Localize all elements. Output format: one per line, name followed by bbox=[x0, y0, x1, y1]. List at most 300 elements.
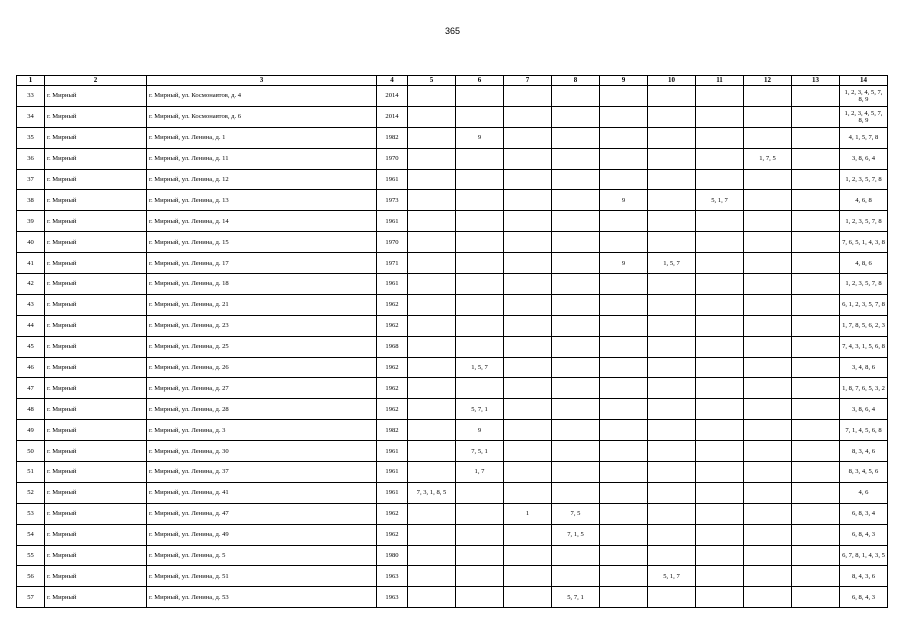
table-cell-col-6 bbox=[456, 148, 504, 169]
table-cell-col-12 bbox=[744, 462, 792, 483]
column-header-1: 1 bbox=[17, 76, 45, 86]
table-cell-col-10 bbox=[648, 399, 696, 420]
table-cell-col-13 bbox=[792, 420, 840, 441]
table-cell-col-8: 5, 7, 1 bbox=[552, 587, 600, 608]
table-cell-col-12 bbox=[744, 315, 792, 336]
table-cell-col-12 bbox=[744, 274, 792, 295]
table-cell-col-13 bbox=[792, 462, 840, 483]
table-cell-col-4: 1962 bbox=[377, 357, 408, 378]
table-cell-col-2: г. Мирный bbox=[45, 336, 147, 357]
table-cell-col-12 bbox=[744, 190, 792, 211]
table-cell-col-14: 8, 3, 4, 6 bbox=[840, 441, 888, 462]
table-cell-col-4: 2014 bbox=[377, 86, 408, 107]
table-body bbox=[17, 86, 888, 608]
table-cell-col-11 bbox=[696, 148, 744, 169]
table-cell-col-9 bbox=[600, 587, 648, 608]
table-cell-col-14: 6, 8, 3, 4 bbox=[840, 503, 888, 524]
table-cell-col-14: 4, 6, 8 bbox=[840, 190, 888, 211]
table-row bbox=[17, 169, 888, 190]
table-cell-col-14: 6, 7, 8, 1, 4, 3, 5 bbox=[840, 545, 888, 566]
table-cell-col-14: 1, 2, 3, 5, 7, 8 bbox=[840, 211, 888, 232]
table-cell-col-5 bbox=[408, 274, 456, 295]
table-cell-col-12 bbox=[744, 357, 792, 378]
table-row bbox=[17, 503, 888, 524]
table-cell-col-10 bbox=[648, 545, 696, 566]
table-cell-col-10: 5, 1, 7 bbox=[648, 566, 696, 587]
table-cell-col-6: 5, 7, 1 bbox=[456, 399, 504, 420]
column-header-9: 9 bbox=[600, 76, 648, 86]
column-header-11: 11 bbox=[696, 76, 744, 86]
table-cell-col-1: 57 bbox=[17, 587, 45, 608]
table-cell-col-14: 3, 4, 8, 6 bbox=[840, 357, 888, 378]
table-cell-col-13 bbox=[792, 441, 840, 462]
table-row bbox=[17, 357, 888, 378]
table-cell-col-12 bbox=[744, 399, 792, 420]
table-cell-col-4: 1982 bbox=[377, 420, 408, 441]
table-cell-col-10 bbox=[648, 106, 696, 127]
table-cell-col-8 bbox=[552, 190, 600, 211]
table-cell-col-3: г. Мирный, ул. Ленина, д. 28 bbox=[147, 399, 377, 420]
table-cell-col-12: 1, 7, 5 bbox=[744, 148, 792, 169]
table-cell-col-1: 38 bbox=[17, 190, 45, 211]
table-cell-col-6 bbox=[456, 274, 504, 295]
table-cell-col-13 bbox=[792, 294, 840, 315]
table-row bbox=[17, 211, 888, 232]
table-cell-col-2: г. Мирный bbox=[45, 86, 147, 107]
table-cell-col-3: г. Мирный, ул. Ленина, д. 26 bbox=[147, 357, 377, 378]
table-cell-col-7 bbox=[504, 566, 552, 587]
table-cell-col-6 bbox=[456, 378, 504, 399]
table-cell-col-7 bbox=[504, 462, 552, 483]
table-cell-col-7 bbox=[504, 106, 552, 127]
table-cell-col-12 bbox=[744, 106, 792, 127]
table-cell-col-6: 9 bbox=[456, 420, 504, 441]
table-row bbox=[17, 86, 888, 107]
table-cell-col-6 bbox=[456, 587, 504, 608]
table-cell-col-13 bbox=[792, 169, 840, 190]
table-cell-col-12 bbox=[744, 378, 792, 399]
table-cell-col-2: г. Мирный bbox=[45, 545, 147, 566]
table-cell-col-9 bbox=[600, 503, 648, 524]
table-cell-col-6 bbox=[456, 482, 504, 503]
table-cell-col-1: 35 bbox=[17, 127, 45, 148]
table-cell-col-5 bbox=[408, 86, 456, 107]
table-cell-col-12 bbox=[744, 441, 792, 462]
table-cell-col-3: г. Мирный, ул. Ленина, д. 21 bbox=[147, 294, 377, 315]
table-cell-col-1: 43 bbox=[17, 294, 45, 315]
table-cell-col-9 bbox=[600, 482, 648, 503]
table-cell-col-8 bbox=[552, 127, 600, 148]
table-cell-col-8 bbox=[552, 274, 600, 295]
table-cell-col-6 bbox=[456, 294, 504, 315]
table-cell-col-1: 39 bbox=[17, 211, 45, 232]
column-header-7: 7 bbox=[504, 76, 552, 86]
table-cell-col-11 bbox=[696, 503, 744, 524]
table-cell-col-5 bbox=[408, 524, 456, 545]
table-cell-col-5 bbox=[408, 211, 456, 232]
table-cell-col-4: 1962 bbox=[377, 378, 408, 399]
table-cell-col-7 bbox=[504, 378, 552, 399]
table-cell-col-9 bbox=[600, 336, 648, 357]
table-cell-col-1: 53 bbox=[17, 503, 45, 524]
table-cell-col-7 bbox=[504, 399, 552, 420]
column-header-3: 3 bbox=[147, 76, 377, 86]
table-cell-col-5 bbox=[408, 232, 456, 253]
table-cell-col-14: 7, 4, 3, 1, 5, 6, 8 bbox=[840, 336, 888, 357]
table-row bbox=[17, 294, 888, 315]
table-cell-col-14: 1, 8, 7, 6, 5, 3, 2 bbox=[840, 378, 888, 399]
table-cell-col-1: 49 bbox=[17, 420, 45, 441]
table-cell-col-6 bbox=[456, 524, 504, 545]
table-cell-col-11 bbox=[696, 566, 744, 587]
table-cell-col-6 bbox=[456, 211, 504, 232]
table-cell-col-4: 1970 bbox=[377, 148, 408, 169]
table-row bbox=[17, 545, 888, 566]
table-cell-col-14: 6, 1, 2, 3, 5, 7, 8 bbox=[840, 294, 888, 315]
table-cell-col-2: г. Мирный bbox=[45, 399, 147, 420]
table-cell-col-6 bbox=[456, 545, 504, 566]
table-cell-col-8 bbox=[552, 462, 600, 483]
table-cell-col-3: г. Мирный, ул. Ленина, д. 37 bbox=[147, 462, 377, 483]
table-cell-col-1: 34 bbox=[17, 106, 45, 127]
table-cell-col-14: 1, 2, 3, 5, 7, 8 bbox=[840, 274, 888, 295]
table-row bbox=[17, 127, 888, 148]
table-cell-col-4: 1970 bbox=[377, 232, 408, 253]
table-cell-col-11 bbox=[696, 315, 744, 336]
table-cell-col-3: г. Мирный, ул. Ленина, д. 18 bbox=[147, 274, 377, 295]
table-cell-col-2: г. Мирный bbox=[45, 127, 147, 148]
table-cell-col-12 bbox=[744, 566, 792, 587]
table-cell-col-12 bbox=[744, 503, 792, 524]
table-cell-col-14: 6, 8, 4, 3 bbox=[840, 524, 888, 545]
column-header-14: 14 bbox=[840, 76, 888, 86]
table-cell-col-14: 6, 8, 4, 3 bbox=[840, 587, 888, 608]
table-cell-col-9 bbox=[600, 524, 648, 545]
table-cell-col-11 bbox=[696, 253, 744, 274]
table-cell-col-5: 7, 3, 1, 8, 5 bbox=[408, 482, 456, 503]
table-cell-col-4: 1961 bbox=[377, 274, 408, 295]
table-cell-col-2: г. Мирный bbox=[45, 462, 147, 483]
table-cell-col-8 bbox=[552, 148, 600, 169]
table-cell-col-13 bbox=[792, 587, 840, 608]
table-cell-col-5 bbox=[408, 253, 456, 274]
table-cell-col-2: г. Мирный bbox=[45, 232, 147, 253]
table-cell-col-12 bbox=[744, 545, 792, 566]
table-cell-col-12 bbox=[744, 127, 792, 148]
table-cell-col-11 bbox=[696, 545, 744, 566]
table-cell-col-1: 41 bbox=[17, 253, 45, 274]
table-cell-col-9 bbox=[600, 420, 648, 441]
table-cell-col-13 bbox=[792, 106, 840, 127]
table-cell-col-2: г. Мирный bbox=[45, 315, 147, 336]
table-cell-col-5 bbox=[408, 148, 456, 169]
table-cell-col-2: г. Мирный bbox=[45, 148, 147, 169]
table-cell-col-9 bbox=[600, 232, 648, 253]
table-cell-col-5 bbox=[408, 441, 456, 462]
column-header-12: 12 bbox=[744, 76, 792, 86]
table-cell-col-3: г. Мирный, ул. Ленина, д. 3 bbox=[147, 420, 377, 441]
table-row bbox=[17, 106, 888, 127]
column-header-2: 2 bbox=[45, 76, 147, 86]
table-row bbox=[17, 524, 888, 545]
table-cell-col-9 bbox=[600, 127, 648, 148]
table-cell-col-3: г. Мирный, ул. Ленина, д. 27 bbox=[147, 378, 377, 399]
table-cell-col-9 bbox=[600, 566, 648, 587]
table-cell-col-9 bbox=[600, 462, 648, 483]
table-cell-col-8 bbox=[552, 315, 600, 336]
table-cell-col-8 bbox=[552, 420, 600, 441]
table-cell-col-4: 1962 bbox=[377, 294, 408, 315]
table-cell-col-13 bbox=[792, 503, 840, 524]
table-cell-col-7 bbox=[504, 148, 552, 169]
table-row bbox=[17, 253, 888, 274]
table-cell-col-2: г. Мирный bbox=[45, 106, 147, 127]
table-cell-col-4: 1968 bbox=[377, 336, 408, 357]
table-cell-col-9 bbox=[600, 441, 648, 462]
table-cell-col-4: 1980 bbox=[377, 545, 408, 566]
table-cell-col-13 bbox=[792, 253, 840, 274]
table-cell-col-9 bbox=[600, 315, 648, 336]
table-cell-col-4: 1962 bbox=[377, 399, 408, 420]
table-cell-col-8 bbox=[552, 336, 600, 357]
table-cell-col-11 bbox=[696, 357, 744, 378]
table-cell-col-13 bbox=[792, 357, 840, 378]
table-cell-col-7 bbox=[504, 482, 552, 503]
table-cell-col-4: 1961 bbox=[377, 441, 408, 462]
table-cell-col-11 bbox=[696, 127, 744, 148]
table-cell-col-4: 1962 bbox=[377, 524, 408, 545]
table-cell-col-7 bbox=[504, 315, 552, 336]
table-row bbox=[17, 587, 888, 608]
table-row bbox=[17, 315, 888, 336]
table-cell-col-8 bbox=[552, 294, 600, 315]
table-cell-col-5 bbox=[408, 315, 456, 336]
table-cell-col-5 bbox=[408, 106, 456, 127]
table-cell-col-2: г. Мирный bbox=[45, 190, 147, 211]
table-cell-col-3: г. Мирный, ул. Ленина, д. 1 bbox=[147, 127, 377, 148]
table-cell-col-6 bbox=[456, 232, 504, 253]
table-cell-col-10 bbox=[648, 169, 696, 190]
column-header-6: 6 bbox=[456, 76, 504, 86]
table-cell-col-5 bbox=[408, 294, 456, 315]
table-cell-col-7 bbox=[504, 127, 552, 148]
table-row bbox=[17, 482, 888, 503]
table-cell-col-1: 51 bbox=[17, 462, 45, 483]
table-cell-col-1: 37 bbox=[17, 169, 45, 190]
table-cell-col-3: г. Мирный, ул. Ленина, д. 5 bbox=[147, 545, 377, 566]
table-cell-col-11 bbox=[696, 169, 744, 190]
table-cell-col-1: 54 bbox=[17, 524, 45, 545]
table-cell-col-3: г. Мирный, ул. Ленина, д. 15 bbox=[147, 232, 377, 253]
table-cell-col-7 bbox=[504, 587, 552, 608]
table-cell-col-4: 1962 bbox=[377, 503, 408, 524]
table-cell-col-5 bbox=[408, 169, 456, 190]
table-cell-col-3: г. Мирный, ул. Ленина, д. 13 bbox=[147, 190, 377, 211]
table-cell-col-5 bbox=[408, 420, 456, 441]
table-cell-col-7 bbox=[504, 232, 552, 253]
table-cell-col-7: 1 bbox=[504, 503, 552, 524]
table-cell-col-2: г. Мирный bbox=[45, 587, 147, 608]
table-cell-col-4: 1961 bbox=[377, 482, 408, 503]
table-cell-col-7 bbox=[504, 253, 552, 274]
table-cell-col-14: 8, 4, 3, 6 bbox=[840, 566, 888, 587]
table-cell-col-10 bbox=[648, 503, 696, 524]
table-cell-col-2: г. Мирный bbox=[45, 482, 147, 503]
table-cell-col-3: г. Мирный, ул. Ленина, д. 53 bbox=[147, 587, 377, 608]
table-cell-col-9 bbox=[600, 106, 648, 127]
table-cell-col-12 bbox=[744, 211, 792, 232]
table-cell-col-7 bbox=[504, 274, 552, 295]
table-cell-col-5 bbox=[408, 336, 456, 357]
table-cell-col-9 bbox=[600, 294, 648, 315]
table-cell-col-4: 1961 bbox=[377, 211, 408, 232]
table-cell-col-4: 1982 bbox=[377, 127, 408, 148]
table-cell-col-5 bbox=[408, 127, 456, 148]
table-cell-col-12 bbox=[744, 253, 792, 274]
table-cell-col-12 bbox=[744, 587, 792, 608]
table-cell-col-10 bbox=[648, 587, 696, 608]
table-cell-col-8: 7, 1, 5 bbox=[552, 524, 600, 545]
table-cell-col-7 bbox=[504, 545, 552, 566]
table-cell-col-3: г. Мирный, ул. Ленина, д. 12 bbox=[147, 169, 377, 190]
table-cell-col-14: 4, 6 bbox=[840, 482, 888, 503]
table-cell-col-13 bbox=[792, 274, 840, 295]
table-cell-col-6: 9 bbox=[456, 127, 504, 148]
table-cell-col-1: 56 bbox=[17, 566, 45, 587]
table-cell-col-7 bbox=[504, 86, 552, 107]
table-cell-col-4: 1973 bbox=[377, 190, 408, 211]
table-cell-col-11 bbox=[696, 232, 744, 253]
table-cell-col-7 bbox=[504, 294, 552, 315]
table-cell-col-2: г. Мирный bbox=[45, 211, 147, 232]
table-row bbox=[17, 420, 888, 441]
table-cell-col-2: г. Мирный bbox=[45, 420, 147, 441]
table-cell-col-1: 46 bbox=[17, 357, 45, 378]
column-header-5: 5 bbox=[408, 76, 456, 86]
table-cell-col-14: 1, 7, 8, 5, 6, 2, 3 bbox=[840, 315, 888, 336]
table-cell-col-4: 1963 bbox=[377, 587, 408, 608]
table-cell-col-6 bbox=[456, 503, 504, 524]
table-cell-col-13 bbox=[792, 315, 840, 336]
table-cell-col-12 bbox=[744, 482, 792, 503]
table-row bbox=[17, 566, 888, 587]
table-cell-col-11 bbox=[696, 462, 744, 483]
table-cell-col-2: г. Мирный bbox=[45, 441, 147, 462]
table-cell-col-13 bbox=[792, 399, 840, 420]
table-cell-col-5 bbox=[408, 378, 456, 399]
table-cell-col-3: г. Мирный, ул. Ленина, д. 51 bbox=[147, 566, 377, 587]
table-cell-col-10: 1, 5, 7 bbox=[648, 253, 696, 274]
table-cell-col-2: г. Мирный bbox=[45, 566, 147, 587]
table-cell-col-9: 9 bbox=[600, 253, 648, 274]
table-cell-col-14: 7, 6, 5, 1, 4, 3, 8 bbox=[840, 232, 888, 253]
table-row bbox=[17, 274, 888, 295]
table-cell-col-9 bbox=[600, 211, 648, 232]
table-cell-col-12 bbox=[744, 336, 792, 357]
table-cell-col-14: 8, 3, 4, 5, 6 bbox=[840, 462, 888, 483]
table-cell-col-1: 55 bbox=[17, 545, 45, 566]
table-cell-col-4: 1971 bbox=[377, 253, 408, 274]
table-cell-col-14: 1, 2, 3, 4, 5, 7, 8, 9 bbox=[840, 86, 888, 107]
table-cell-col-4: 1961 bbox=[377, 169, 408, 190]
table-cell-col-10 bbox=[648, 190, 696, 211]
table-cell-col-7 bbox=[504, 190, 552, 211]
table-cell-col-13 bbox=[792, 336, 840, 357]
table-cell-col-4: 1961 bbox=[377, 462, 408, 483]
table-cell-col-14: 3, 8, 6, 4 bbox=[840, 148, 888, 169]
table-cell-col-5 bbox=[408, 399, 456, 420]
table-cell-col-2: г. Мирный bbox=[45, 274, 147, 295]
table-row bbox=[17, 441, 888, 462]
table-cell-col-8 bbox=[552, 169, 600, 190]
table-cell-col-8 bbox=[552, 399, 600, 420]
table-cell-col-2: г. Мирный bbox=[45, 503, 147, 524]
table-cell-col-3: г. Мирный, ул. Космонавтов, д. 4 bbox=[147, 86, 377, 107]
table-cell-col-5 bbox=[408, 545, 456, 566]
table-cell-col-6 bbox=[456, 86, 504, 107]
table-cell-col-11 bbox=[696, 482, 744, 503]
table-cell-col-1: 45 bbox=[17, 336, 45, 357]
table-cell-col-13 bbox=[792, 482, 840, 503]
table-cell-col-3: г. Мирный, ул. Ленина, д. 23 bbox=[147, 315, 377, 336]
table-cell-col-6: 7, 5, 1 bbox=[456, 441, 504, 462]
table-cell-col-6: 1, 7 bbox=[456, 462, 504, 483]
table-row bbox=[17, 190, 888, 211]
table-cell-col-10 bbox=[648, 420, 696, 441]
table-cell-col-5 bbox=[408, 587, 456, 608]
table-cell-col-6 bbox=[456, 190, 504, 211]
column-header-10: 10 bbox=[648, 76, 696, 86]
table-cell-col-9 bbox=[600, 148, 648, 169]
table-cell-col-13 bbox=[792, 86, 840, 107]
table-cell-col-6 bbox=[456, 315, 504, 336]
table-cell-col-1: 44 bbox=[17, 315, 45, 336]
table-cell-col-7 bbox=[504, 420, 552, 441]
table-cell-col-12 bbox=[744, 294, 792, 315]
table-cell-col-8 bbox=[552, 545, 600, 566]
table-row bbox=[17, 399, 888, 420]
table-cell-col-13 bbox=[792, 211, 840, 232]
table-cell-col-8: 7, 5 bbox=[552, 503, 600, 524]
table-cell-col-13 bbox=[792, 232, 840, 253]
table-cell-col-2: г. Мирный bbox=[45, 169, 147, 190]
table-cell-col-10 bbox=[648, 148, 696, 169]
table-cell-col-11: 5, 1, 7 bbox=[696, 190, 744, 211]
table-cell-col-6 bbox=[456, 106, 504, 127]
page-number: 365 bbox=[444, 26, 461, 36]
table-cell-col-10 bbox=[648, 336, 696, 357]
table-cell-col-11 bbox=[696, 378, 744, 399]
table-cell-col-10 bbox=[648, 378, 696, 399]
table-cell-col-8 bbox=[552, 106, 600, 127]
table-cell-col-5 bbox=[408, 462, 456, 483]
table-cell-col-10 bbox=[648, 232, 696, 253]
table-cell-col-12 bbox=[744, 232, 792, 253]
table-cell-col-8 bbox=[552, 211, 600, 232]
table-cell-col-10 bbox=[648, 315, 696, 336]
table-cell-col-5 bbox=[408, 503, 456, 524]
table-cell-col-7 bbox=[504, 336, 552, 357]
table-row bbox=[17, 148, 888, 169]
table-cell-col-10 bbox=[648, 294, 696, 315]
table-cell-col-3: г. Мирный, ул. Ленина, д. 47 bbox=[147, 503, 377, 524]
table-row bbox=[17, 378, 888, 399]
table-cell-col-14: 4, 1, 5, 7, 8 bbox=[840, 127, 888, 148]
table-cell-col-3: г. Мирный, ул. Ленина, д. 17 bbox=[147, 253, 377, 274]
table-cell-col-10 bbox=[648, 357, 696, 378]
table-cell-col-11 bbox=[696, 399, 744, 420]
table-cell-col-10 bbox=[648, 462, 696, 483]
